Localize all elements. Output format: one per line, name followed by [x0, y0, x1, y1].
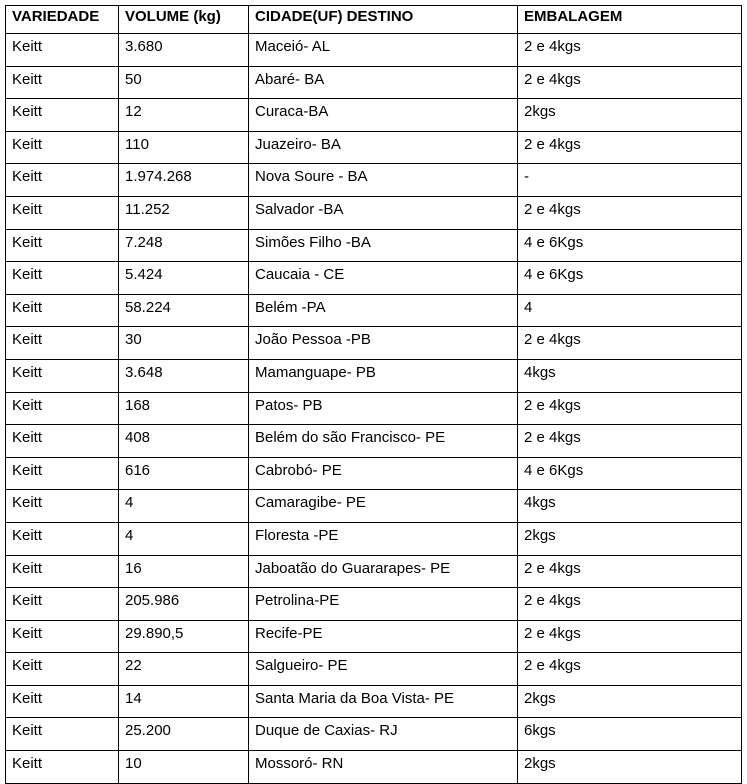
header-row — [6, 6, 742, 34]
cell-cidade-destino: Mamanguape- PB — [249, 359, 518, 392]
table-row — [6, 131, 742, 164]
cell-volume: 58.224 — [119, 294, 249, 327]
cell-cidade-destino: Cabrobó- PE — [249, 457, 518, 490]
cell-cidade-destino: Recife-PE — [249, 620, 518, 653]
cell-variedade: Keitt — [6, 685, 119, 718]
cell-volume: 3.680 — [119, 34, 249, 67]
cell-embalagem: 4 — [518, 294, 742, 327]
cell-embalagem: 2kgs — [518, 751, 742, 784]
cell-variedade: Keitt — [6, 588, 119, 621]
table-body — [6, 34, 742, 784]
cell-cidade-destino: Salgueiro- PE — [249, 653, 518, 686]
table-row — [6, 555, 742, 588]
cell-cidade-destino: Abaré- BA — [249, 66, 518, 99]
cell-volume: 16 — [119, 555, 249, 588]
cell-cidade-destino: Salvador -BA — [249, 196, 518, 229]
table-row — [6, 34, 742, 67]
cell-variedade: Keitt — [6, 555, 119, 588]
table-row — [6, 66, 742, 99]
cell-volume: 25.200 — [119, 718, 249, 751]
cell-volume: 11.252 — [119, 196, 249, 229]
cell-variedade: Keitt — [6, 718, 119, 751]
header-variedade: VARIEDADE — [6, 6, 119, 34]
cell-volume: 110 — [119, 131, 249, 164]
cell-variedade: Keitt — [6, 327, 119, 360]
cell-embalagem: 2 e 4kgs — [518, 392, 742, 425]
cell-cidade-destino: Floresta -PE — [249, 522, 518, 555]
cell-variedade: Keitt — [6, 229, 119, 262]
cell-volume: 29.890,5 — [119, 620, 249, 653]
table-row — [6, 718, 742, 751]
cell-variedade: Keitt — [6, 196, 119, 229]
cell-embalagem: 4kgs — [518, 359, 742, 392]
cell-volume: 7.248 — [119, 229, 249, 262]
table-row — [6, 685, 742, 718]
cell-variedade: Keitt — [6, 751, 119, 784]
table-row — [6, 392, 742, 425]
cell-volume: 3.648 — [119, 359, 249, 392]
table-row — [6, 457, 742, 490]
cell-variedade: Keitt — [6, 294, 119, 327]
table-row — [6, 522, 742, 555]
cell-variedade: Keitt — [6, 522, 119, 555]
table-container — [5, 5, 742, 784]
cell-cidade-destino: Nova Soure - BA — [249, 164, 518, 197]
cell-embalagem: 2kgs — [518, 685, 742, 718]
cell-volume: 616 — [119, 457, 249, 490]
cell-embalagem: 4kgs — [518, 490, 742, 523]
cell-variedade: Keitt — [6, 490, 119, 523]
table-row — [6, 99, 742, 132]
cell-embalagem: 2 e 4kgs — [518, 66, 742, 99]
cell-volume: 5.424 — [119, 262, 249, 295]
cell-cidade-destino: Camaragibe- PE — [249, 490, 518, 523]
cell-variedade: Keitt — [6, 34, 119, 67]
cell-embalagem: 2 e 4kgs — [518, 131, 742, 164]
cell-volume: 22 — [119, 653, 249, 686]
cell-cidade-destino: Juazeiro- BA — [249, 131, 518, 164]
cell-variedade: Keitt — [6, 131, 119, 164]
table-row — [6, 262, 742, 295]
cell-embalagem: 2 e 4kgs — [518, 327, 742, 360]
cell-cidade-destino: Belém do são Francisco- PE — [249, 425, 518, 458]
cell-variedade: Keitt — [6, 620, 119, 653]
table-row — [6, 751, 742, 784]
cell-variedade: Keitt — [6, 99, 119, 132]
cell-embalagem: 4 e 6Kgs — [518, 262, 742, 295]
cell-cidade-destino: Simões Filho -BA — [249, 229, 518, 262]
cell-volume: 408 — [119, 425, 249, 458]
cell-embalagem: 2 e 4kgs — [518, 653, 742, 686]
cell-cidade-destino: Patos- PB — [249, 392, 518, 425]
cell-embalagem: 2 e 4kgs — [518, 620, 742, 653]
table-row — [6, 196, 742, 229]
cell-cidade-destino: Curaca-BA — [249, 99, 518, 132]
cell-volume: 205.986 — [119, 588, 249, 621]
table-row — [6, 588, 742, 621]
destination-table — [5, 5, 742, 784]
cell-embalagem: 2kgs — [518, 99, 742, 132]
cell-volume: 1.974.268 — [119, 164, 249, 197]
cell-embalagem: 2 e 4kgs — [518, 555, 742, 588]
cell-embalagem: 2 e 4kgs — [518, 588, 742, 621]
cell-variedade: Keitt — [6, 425, 119, 458]
cell-embalagem: 4 e 6Kgs — [518, 457, 742, 490]
cell-embalagem: 2 e 4kgs — [518, 34, 742, 67]
cell-variedade: Keitt — [6, 262, 119, 295]
cell-variedade: Keitt — [6, 66, 119, 99]
cell-embalagem: 2 e 4kgs — [518, 425, 742, 458]
header-cidade-destino: CIDADE(UF) DESTINO — [249, 6, 518, 34]
table-row — [6, 164, 742, 197]
cell-embalagem: 6kgs — [518, 718, 742, 751]
cell-volume: 14 — [119, 685, 249, 718]
table-row — [6, 425, 742, 458]
cell-volume: 30 — [119, 327, 249, 360]
table-row — [6, 327, 742, 360]
cell-volume: 12 — [119, 99, 249, 132]
table-row — [6, 490, 742, 523]
table-row — [6, 294, 742, 327]
table-row — [6, 653, 742, 686]
table-row — [6, 359, 742, 392]
cell-cidade-destino: Jaboatão do Guararapes- PE — [249, 555, 518, 588]
cell-volume: 4 — [119, 522, 249, 555]
header-embalagem: EMBALAGEM — [518, 6, 742, 34]
cell-embalagem: 2 e 4kgs — [518, 196, 742, 229]
cell-variedade: Keitt — [6, 359, 119, 392]
cell-embalagem: 2kgs — [518, 522, 742, 555]
cell-variedade: Keitt — [6, 457, 119, 490]
cell-cidade-destino: Mossoró- RN — [249, 751, 518, 784]
cell-cidade-destino: Santa Maria da Boa Vista- PE — [249, 685, 518, 718]
table-row — [6, 620, 742, 653]
cell-volume: 168 — [119, 392, 249, 425]
cell-variedade: Keitt — [6, 392, 119, 425]
cell-volume: 50 — [119, 66, 249, 99]
cell-variedade: Keitt — [6, 653, 119, 686]
cell-cidade-destino: Duque de Caxias- RJ — [249, 718, 518, 751]
cell-volume: 10 — [119, 751, 249, 784]
cell-embalagem: - — [518, 164, 742, 197]
cell-cidade-destino: Maceió- AL — [249, 34, 518, 67]
cell-variedade: Keitt — [6, 164, 119, 197]
cell-embalagem: 4 e 6Kgs — [518, 229, 742, 262]
cell-cidade-destino: Belém -PA — [249, 294, 518, 327]
cell-volume: 4 — [119, 490, 249, 523]
cell-cidade-destino: Petrolina-PE — [249, 588, 518, 621]
cell-cidade-destino: João Pessoa -PB — [249, 327, 518, 360]
header-volume: VOLUME (kg) — [119, 6, 249, 34]
table-row — [6, 229, 742, 262]
cell-cidade-destino: Caucaia - CE — [249, 262, 518, 295]
